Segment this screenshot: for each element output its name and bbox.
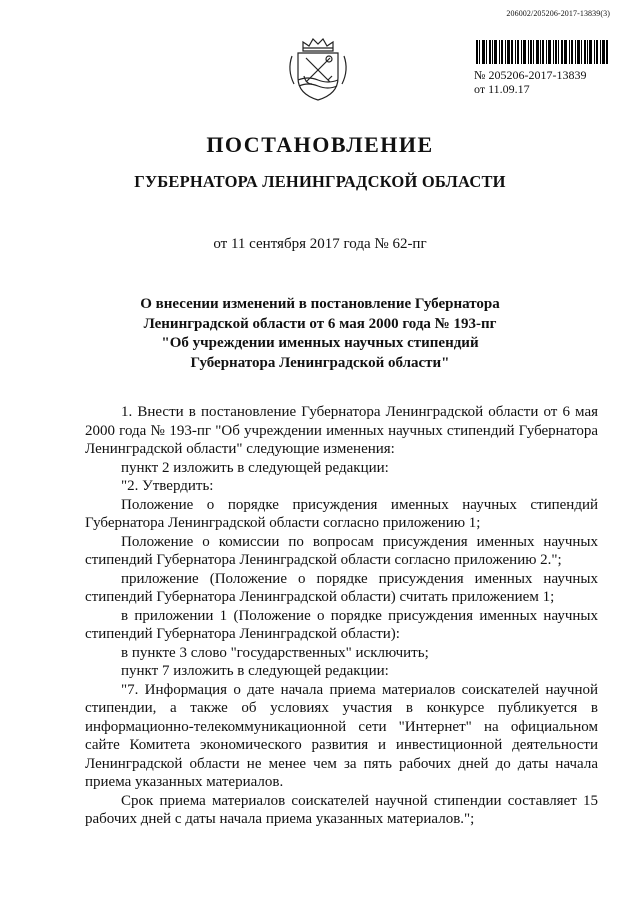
heading-line: "Об учреждении именных научных стипендий [161, 335, 479, 351]
registration-number: № 205206-2017-13839 [474, 68, 587, 82]
body-paragraph: 1. Внести в постановление Губернатора Ленинградской области от 6 мая 2000 года № 193-пг "Об учреждении именных научных стипендий Губернатора Ленинградской области" следующие изменения: [85, 404, 598, 457]
document-heading [90, 295, 550, 373]
coat-of-arms-icon [284, 36, 352, 102]
body-paragraph: приложение (Положение о порядке присуждения именных научных стипендий Губернатора Ленинградской области) считать приложением 1; [85, 570, 598, 605]
registration-info [474, 68, 586, 96]
body-paragraph: пункт 2 изложить в следующей редакции: [121, 459, 389, 476]
body-paragraph: Положение о порядке присуждения именных научных стипендий Губернатора Ленинградской области согласно приложению 1; [85, 496, 598, 531]
document-body [85, 403, 598, 829]
document-subtitle: ГУБЕРНАТОРА ЛЕНИНГРАДСКОЙ ОБЛАСТИ [134, 172, 506, 191]
body-paragraph: "2. Утвердить: [121, 478, 214, 494]
document-code: 206002/205206-2017-13839(3) [506, 9, 610, 18]
barcode [476, 40, 608, 64]
document-title: ПОСТАНОВЛЕНИЕ [206, 132, 434, 157]
body-paragraph: в пункте 3 слово "государственных" исключить; [121, 644, 429, 661]
document-date-number: от 11 сентября 2017 года № 62-пг [213, 236, 427, 252]
heading-line: Губернатора Ленинградской области" [190, 354, 450, 371]
heading-line: О внесении изменений в постановление Губернатора [140, 296, 500, 312]
body-paragraph: Положение о комиссии по вопросам присуждения именных научных стипендий Губернатора Ленинградской области согласно приложению 2."; [85, 533, 598, 568]
body-paragraph: "7. Информация о дате начала приема материалов соискателей научной стипендии, а также об условиях участия в конкурсе публикуется в информационно-телекоммуникационной сети "Интернет" на официальном сайте Комитета экономического развития и инвестиционной деятельности Ленинградской области не менее чем за пять рабочих дней до даты начала приема указанных материалов. [85, 681, 598, 790]
heading-line: Ленинградской области от 6 мая 2000 года № 193-пг [143, 315, 497, 332]
body-paragraph: в приложении 1 (Положение о порядке присуждения именных научных стипендий Губернатора Ленинградской области): [85, 607, 598, 642]
body-paragraph: пункт 7 изложить в следующей редакции: [121, 663, 389, 679]
body-paragraph: Срок приема материалов соискателей научной стипендии составляет 15 рабочих дней с даты начала приема указанных материалов."; [85, 792, 598, 827]
registration-date: от 11.09.17 [474, 82, 530, 96]
